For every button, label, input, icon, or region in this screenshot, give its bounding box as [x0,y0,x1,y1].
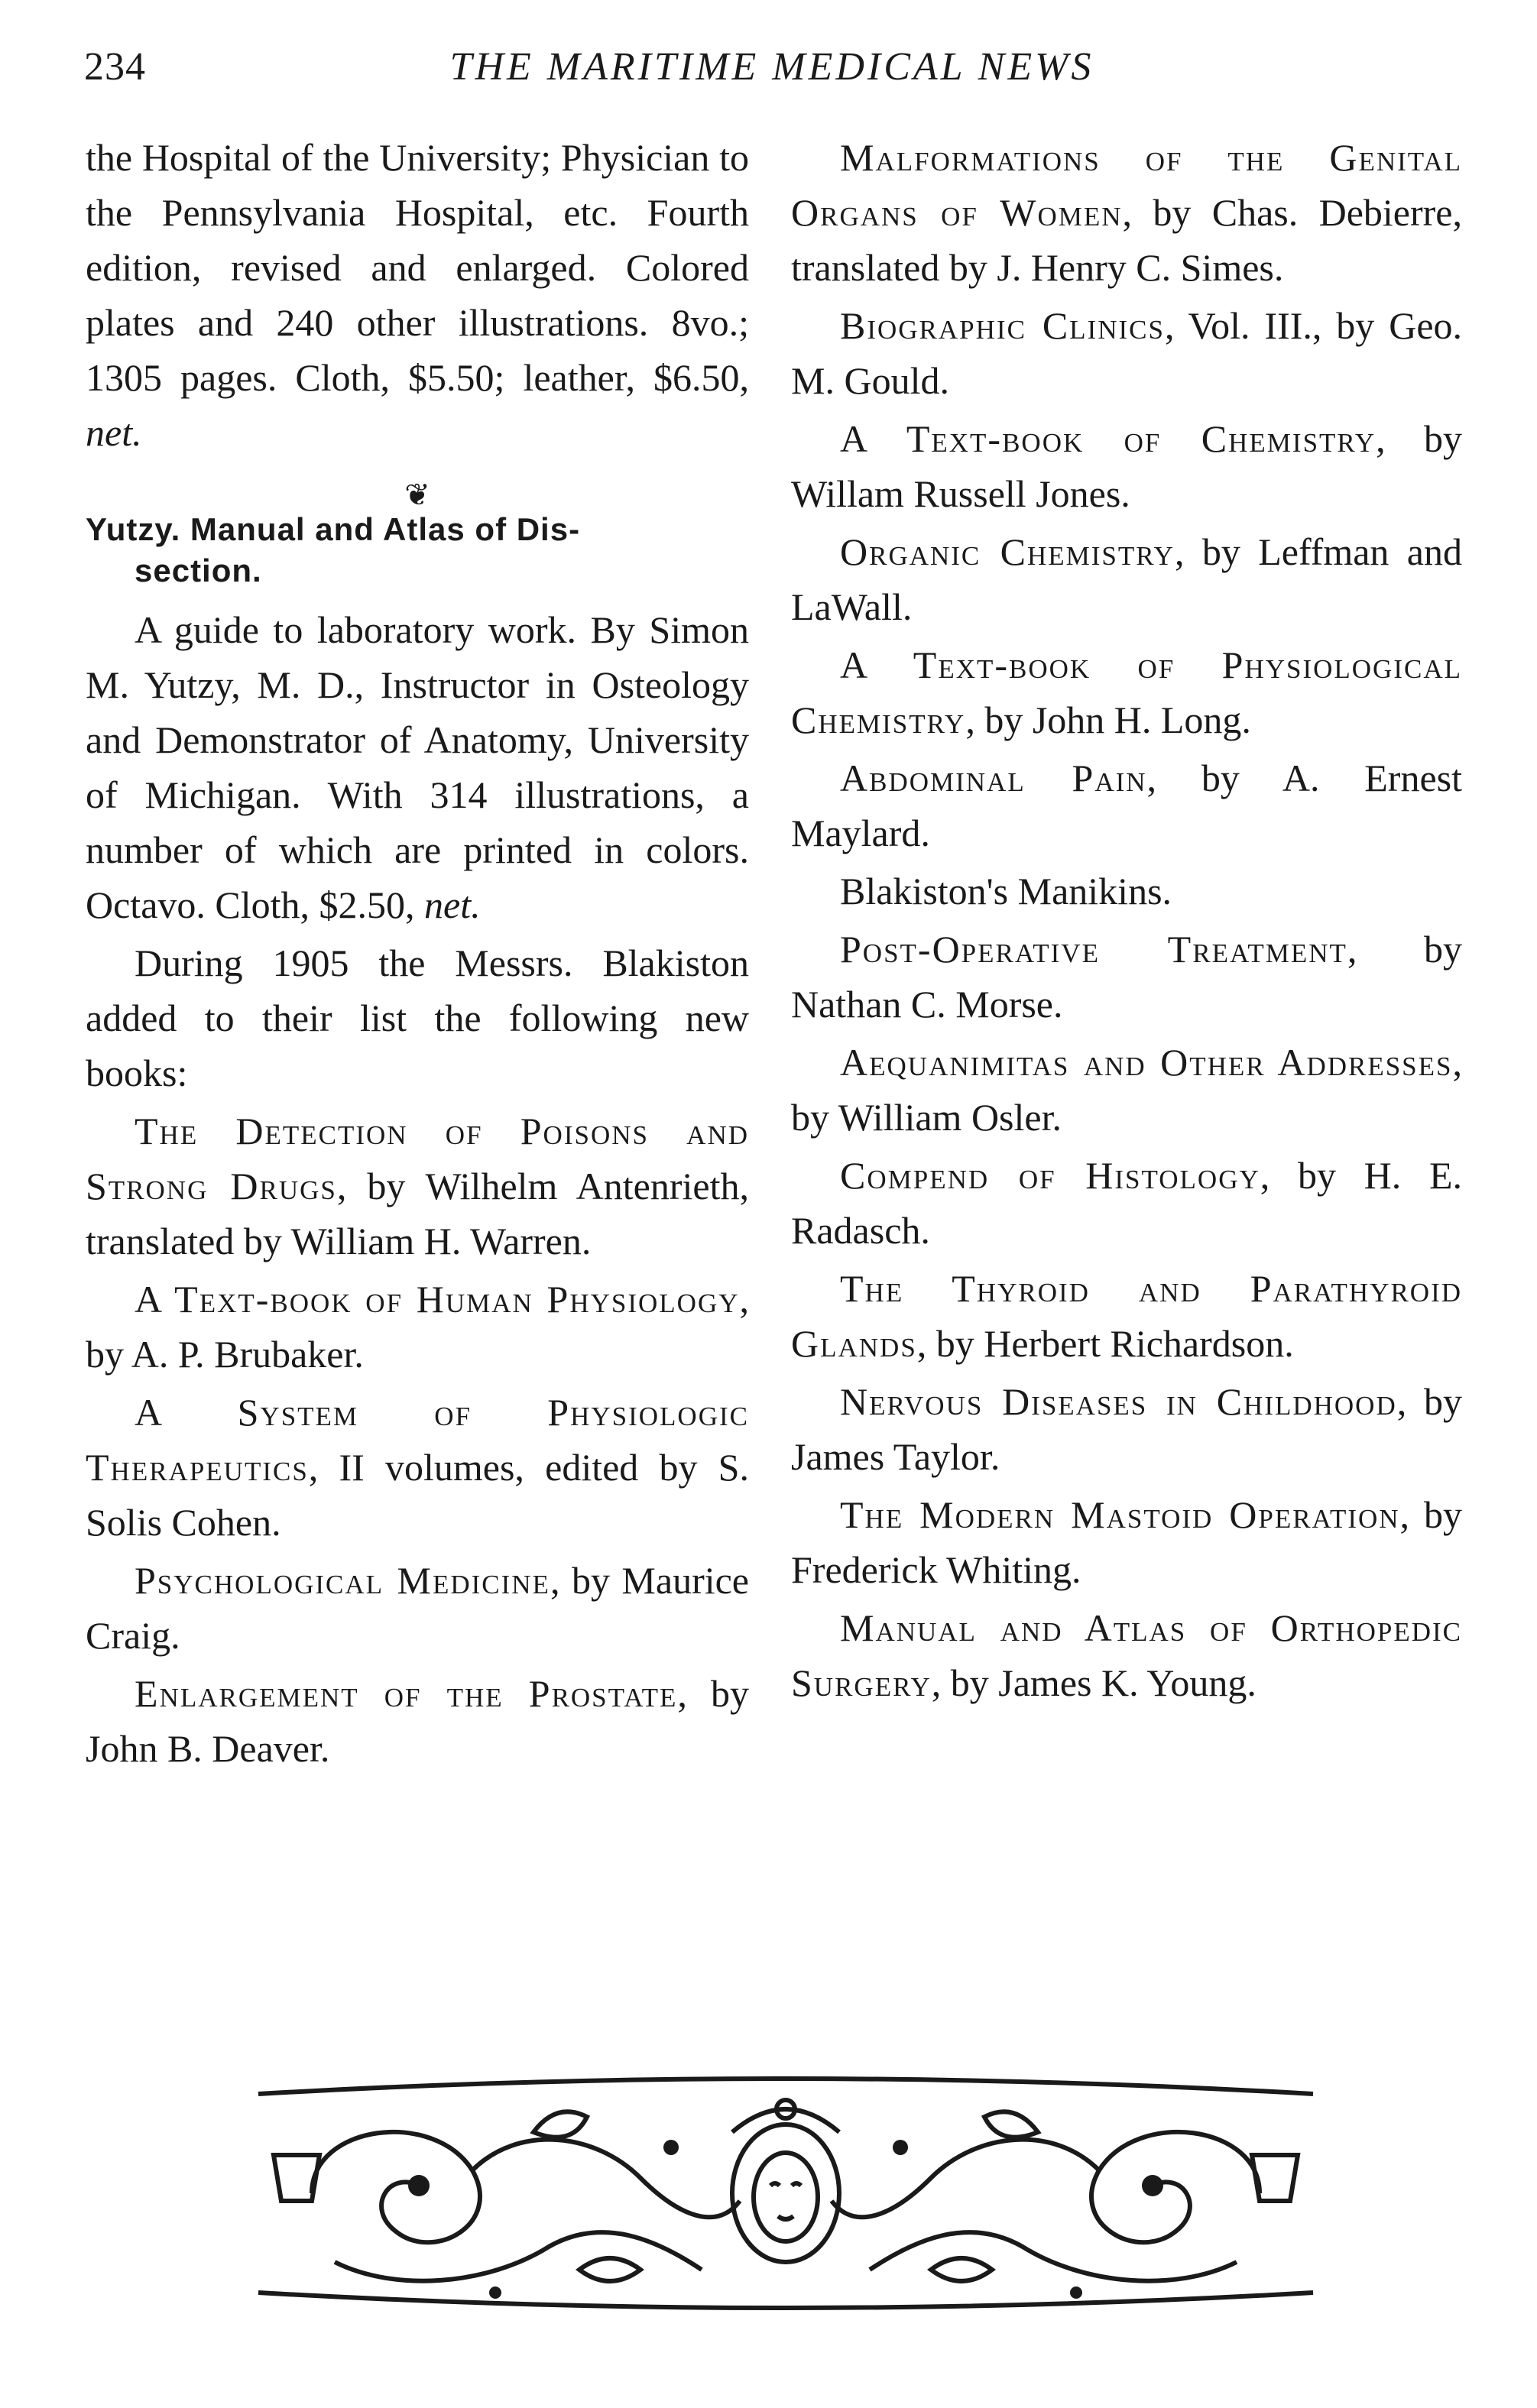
book-details: , by Frederick Whiting. [791,1493,1462,1591]
book-entry [791,750,1462,860]
book-title: Biographic Clinics [840,304,1165,347]
book-entry [86,1666,749,1776]
book-details: , by John B. Deaver. [86,1672,750,1770]
book-entry [86,1272,749,1382]
continuation-text: the Hospital of the University; Physician to the Pennsylvania Hospital, etc. Fourth edition, revised and enlarged. Colored plates and 240 other illustrations. 8vo.; 1305 pages. Cloth, $5.50; leather, $6.50, [86,136,749,399]
book-entry [791,524,1462,634]
heading-line-1: Yutzy. Manual and Atlas of Dis- [86,511,581,547]
book-entry [791,298,1462,408]
book-title: A Text-book of Human Physiology [135,1278,740,1321]
book-details: , Vol. III., by Geo. M. Gould. [791,304,1463,402]
guide-text: A guide to laboratory work. By Simon M. Yutzy, M. D., Instructor in Osteology and Demonstrator of Anatomy, University of Michigan. With 314 illustrations, a number of which are printed in colors. Octavo. Cloth, $2.50, [86,608,749,926]
right-column [791,130,1462,1713]
ornament-svg [243,2063,1328,2323]
book-title: The Modern Mastoid Operation [840,1493,1400,1536]
book-entry [791,1261,1462,1371]
book-details: , by Nathan C. Morse. [791,928,1462,1026]
book-entry [791,1487,1462,1597]
book-title: Aequanimitas and Other Addresses [840,1041,1453,1084]
book-entry [791,637,1462,747]
book-entry [791,1035,1462,1145]
book-title: Compend of Histology [840,1154,1260,1197]
heading-line-2: section. [135,553,262,588]
book-details: , by A. Ernest Maylard. [791,757,1462,854]
book-details: , by Willam Russell Jones. [791,417,1463,515]
book-details: , II volumes, edited by S. Solis Cohen. [86,1446,749,1544]
running-title: THE MARITIME MEDICAL NEWS [449,45,1094,89]
book-title: Psychological Medicine [135,1559,550,1602]
section-heading [86,509,749,591]
book-entry [791,130,1462,295]
book-entry [86,1553,749,1663]
book-entry [86,1104,749,1269]
book-entry [791,1600,1462,1710]
book-details: , by Leffman and LaWall. [791,530,1462,628]
price-net: net. [86,411,142,454]
page-header [84,44,1460,113]
book-details: Blakiston's Manikins. [840,870,1172,912]
intro-paragraph: During 1905 the Messrs. Blakiston added to their list the following new books: [86,941,749,1094]
guide-price-net: net. [424,883,481,926]
page-number: 234 [84,45,146,89]
book-entry [791,1148,1462,1258]
book-details: , by James K. Young. [931,1661,1257,1704]
left-column [86,130,749,1779]
right-book-list [791,130,1462,1710]
book-details: , by Herbert Richardson. [916,1322,1294,1365]
book-details: , by James Taylor. [791,1380,1462,1478]
book-entry [791,411,1462,521]
book-title: Organic Chemistry [840,530,1175,573]
book-details: , by Chas. Debierre, translated by J. Henry C. Simes. [791,191,1462,289]
book-title: Nervous Diseases in Childhood [840,1380,1397,1423]
book-entry [86,1385,749,1550]
book-details: , by William Osler. [791,1041,1462,1139]
book-details: , by John H. Long. [965,698,1251,741]
book-title: The Thyroid and Parathyroid Glands [791,1267,1462,1365]
book-title: Malformations of the Genital Organs of Women [791,136,1462,234]
book-title: Enlargement of the Prostate [135,1672,678,1715]
book-entry [791,922,1462,1032]
book-entry [791,1374,1462,1484]
book-details: , by Wilhelm Antenrieth, translated by William H. Warren. [86,1165,749,1262]
book-details: , by H. E. Radasch. [791,1154,1463,1252]
book-title: A Text-book of Chemistry [840,417,1376,460]
continuation-paragraph [86,130,749,460]
book-title: The Detection of Poisons and Strong Drugs [86,1110,749,1207]
book-title: Abdominal Pain [840,757,1147,799]
left-book-list [86,1104,749,1776]
book-title: Manual and Atlas of Orthopedic Surgery [791,1606,1462,1704]
book-title: Post-Operative Treatment [840,928,1347,971]
floral-tailpiece-icon [243,2063,1328,2323]
book-title: A System of Physiologic Therapeutics [86,1391,749,1489]
fleuron-icon: ❦ [404,478,430,513]
book-title: A Text-book of Physiological Chemistry [791,643,1462,741]
book-details: , by A. P. Brubaker. [86,1278,749,1376]
guide-paragraph [86,602,749,932]
book-details: , by Maurice Craig. [86,1559,749,1657]
book-entry [791,864,1462,919]
